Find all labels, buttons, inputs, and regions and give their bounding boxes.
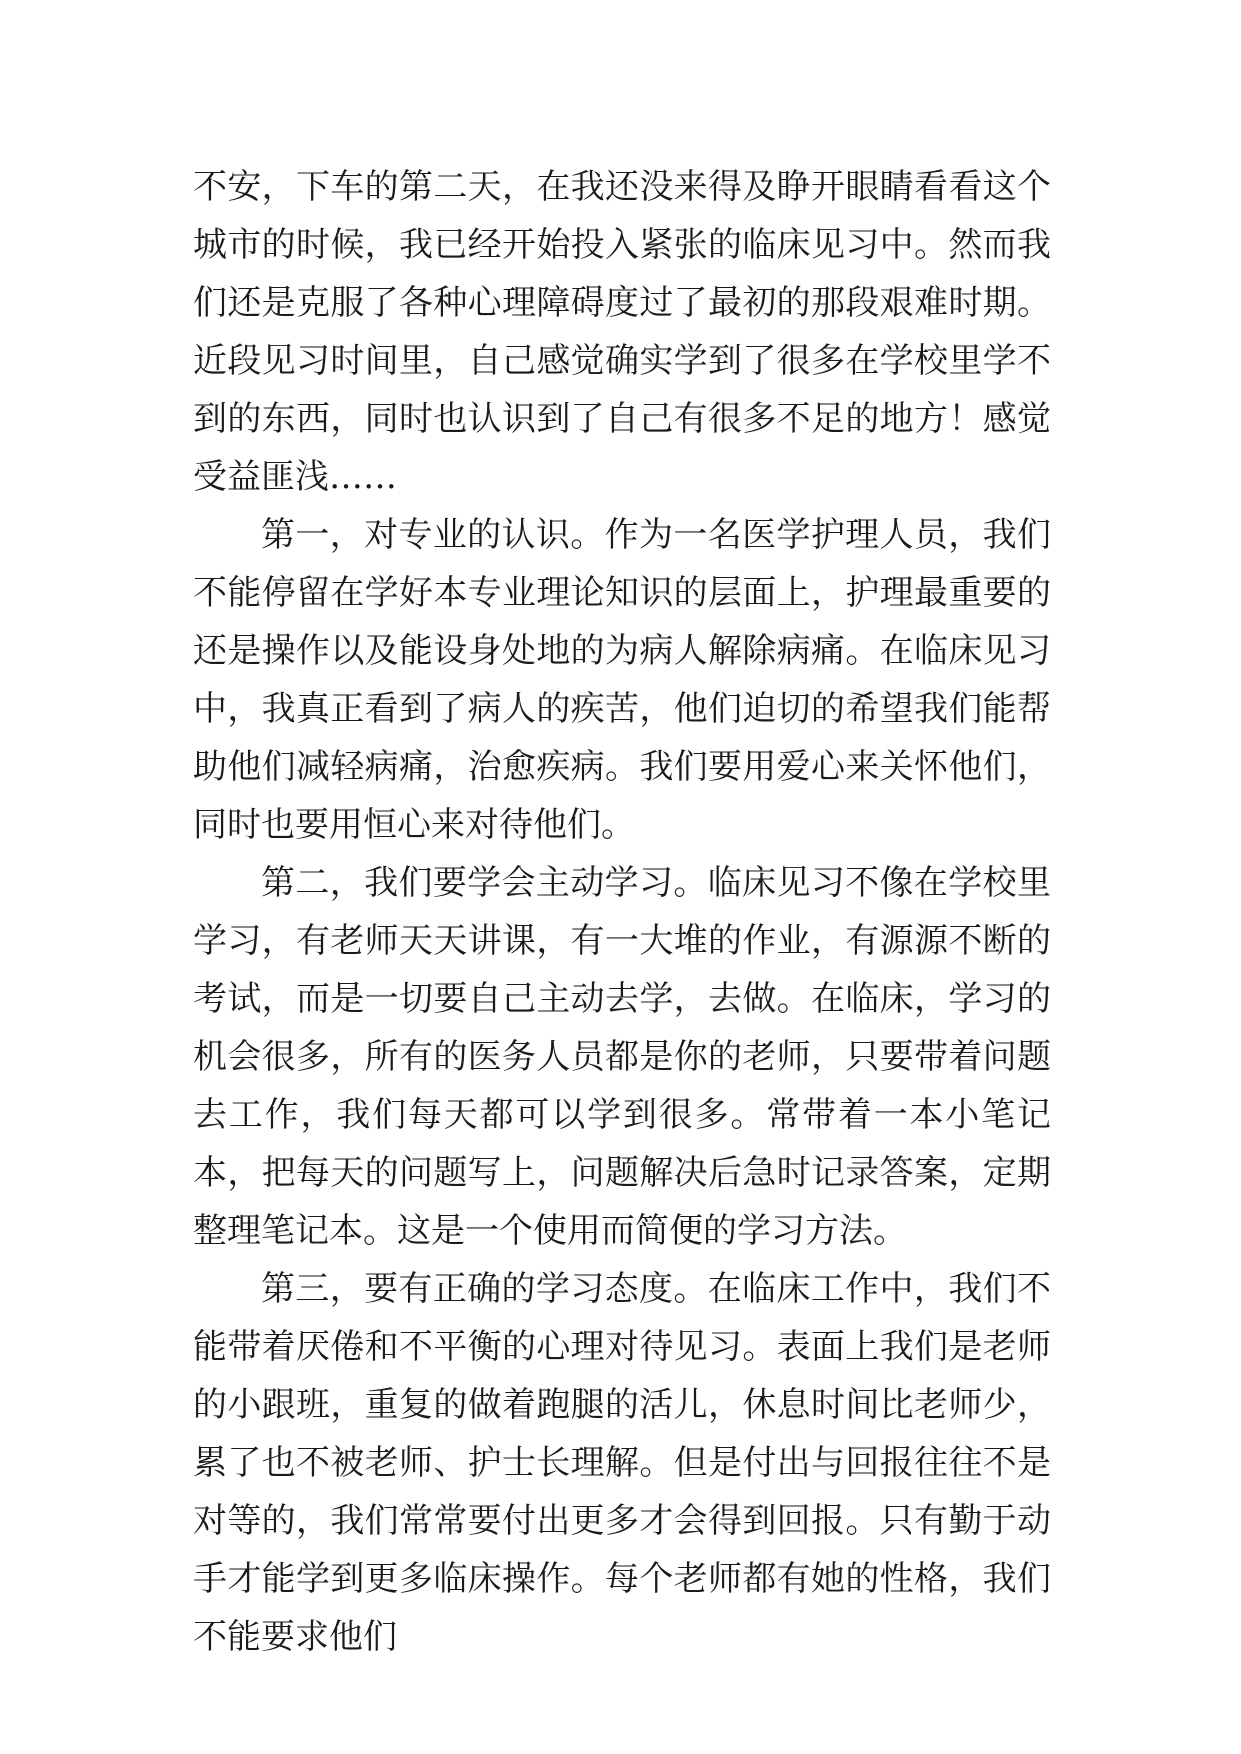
paragraph-continuation: 不安，下车的第二天，在我还没来得及睁开眼睛看看这个城市的时候，我已经开始投入紧张的临床见习中。然而我们还是克服了各种心理障碍度过了最初的那段艰难时期。近段见习时间里，自己感觉确实学到了很多在学校里学不到的东西，同时也认识到了自己有很多不足的地方！感觉受益匪浅…… xyxy=(193,167,1051,497)
paragraph-third-point: 第三，要有正确的学习态度。在临床工作中，我们不能带着厌倦和不平衡的心理对待见习。表面上我们是老师的小跟班，重复的做着跑腿的活儿，休息时间比老师少，累了也不被老师、护士长理解。但是付出与回报往往不是对等的，我们常常要付出更多才会得到回报。只有勤于动手才能学到更多临床操作。每个老师都有她的性格，我们不能要求他们 xyxy=(193,1269,1051,1657)
body-text xyxy=(193,158,1051,1666)
paragraph-second-point: 第二，我们要学会主动学习。临床见习不像在学校里学习，有老师天天讲课，有一大堆的作业，有源源不断的考试，而是一切要自己主动去学，去做。在临床，学习的机会很多，所有的医务人员都是你的老师，只要带着问题去工作，我们每天都可以学到很多。常带着一本小笔记本，把每天的问题写上，问题解决后急时记录答案，定期整理笔记本。这是一个使用而简便的学习方法。 xyxy=(193,863,1051,1251)
paragraph-first-point: 第一，对专业的认识。作为一名医学护理人员，我们不能停留在学好本专业理论知识的层面上，护理最重要的还是操作以及能设身处地的为病人解除病痛。在临床见习中，我真正看到了病人的疾苦，他们迫切的希望我们能帮助他们减轻病痛，治愈疾病。我们要用爱心来关怀他们，同时也要用恒心来对待他们。 xyxy=(193,515,1051,845)
